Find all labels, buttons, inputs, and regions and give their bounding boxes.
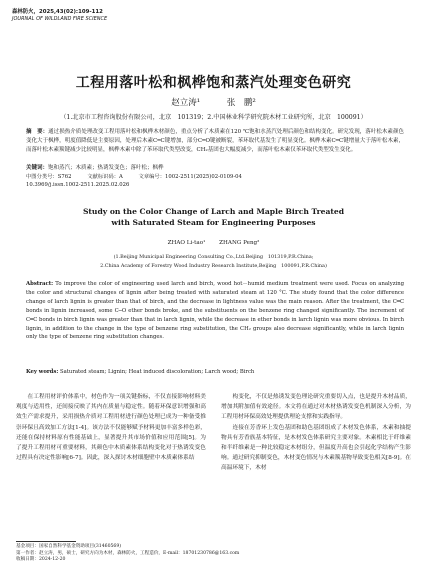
keywords-en-label: Key words: <box>26 369 59 375</box>
keywords-en-text: Saturated steam; Lignin; Heat induced discoloration; Larch wood; Birch <box>60 369 255 375</box>
title-cn: 工程用落叶松和枫桦饱和蒸汽处理变色研究 <box>75 75 352 91</box>
body-paragraph: 在工程用材评价体系中，材色作为一项关键指标，不仅直接影响材料美观度与适用性，还间接反映了其内在质量与稳定性。随着环保意识增强和高效生产需求提升，采用损热介质对工程用材进行颜色处理已成为一种备受推崇环保且高效加工方法[1-4]。该方法不仅能够赋予材料更加丰富多样色彩，还能在保持材料原有性能基础上，显著提升其市场价值和应用范围[5]。为了提升工程用材可重要材料，其颜色中木质素体系结构变化对于热诱发变色过程具有决定性影响[6-7]。因此，深入探讨木材细胞壁中木质素体系结 <box>16 394 206 462</box>
footnote-received: 收稿日期：2024-12-20 <box>16 557 66 563</box>
footnotes <box>16 544 411 564</box>
abstract-cn <box>26 128 404 155</box>
body-column-right <box>221 392 411 474</box>
body-column-left <box>16 392 206 463</box>
keywords-cn-text: 饱和蒸汽；木质素；热诱发变色；落叶松；枫桦 <box>48 165 164 171</box>
body-paragraph: 连接在芳香环上发色基团和助色基团组成了木材发色体系，木素和抽提物具有芳香族基本特征，是木材发色体系研究主要对象。木素相比于纤维素和半纤维素是一种比较稳定木材组分，但温度升高也会引起化学结构产生影响。通过研究抑制变色，木材变色情况与木素羰基物导致变色相关[8-9]。在高温环境下，木材 <box>221 424 411 472</box>
abstract-en-label: Abstract: <box>26 281 54 287</box>
article-number: 文章编号：1002-2511(2025)02-0109-04 <box>138 174 242 180</box>
keywords-cn <box>26 164 404 172</box>
doi: 10.3969/j.issn.1002-2511.2025.02.026 <box>26 182 130 188</box>
clc-number: 中图分类号：S762 <box>26 174 72 180</box>
author-cn-2: 张 鹏² <box>226 98 256 108</box>
footnote-divider <box>16 541 76 542</box>
classification-row <box>26 173 256 181</box>
authors-en <box>0 240 427 246</box>
footnote-funding: 基金项目：国家自然科学基金资助项目(31460569) <box>16 544 122 549</box>
title-en-line-1: Study on the Color Change of Larch and Maple Birch Treated <box>82 207 345 216</box>
affiliation-en-line-1: (1.Beijing Municipal Engineering Consulting Co.,Ltd.Beijing 101319,P.R.China; <box>113 254 314 260</box>
affiliation-cn: （1.北京市工程咨询股份有限公司，北京 101319；2.中国林业科学研究院木材工业研究所，北京 100091） <box>60 114 367 121</box>
document-code: 文献标识码：A <box>87 174 123 180</box>
abstract-en-text: To improve the color of engineering used larch and birch, wood hot－humid medium treatment were used. Focus on analyzing the color and structural changes of lignin after being treated with saturated steam at 120 °C. The study found that the color difference change of larch lignin is greater than that of birch, and the decrease in lightness value was the main reason. After the treatment, the C═C bonds in lignin increased, some C─O ether bonds broke, and the substituents on the benzene ring changed significantly. The increment of C═C bonds in birch lignin was greater than that in larch lignin, while the decrease in ether bonds in larch lignin was more obvious. In birch lignin, in addition to the change in the type of benzene ring substitution, the CH₂ groups also decrease significantly, while in larch lignin only the type of benzene ring substitution changes. <box>26 281 404 341</box>
abstract-cn-text: 通过损热介质处理改变工程用落叶松和枫桦木材颜色，重点分析了木质素在120 ℃饱和水蒸汽处理后颜色和结构变化。研究发现，落叶松木素颜色变化大于枫桦，明度值降低是主要原因，处理后木素C═C键增加，部分C═O键被断裂，苯环取代基发生了明显变化。枫桦木素C═C键增量大于落叶松木素，而落叶松木素羰键减少比较明显，枫桦木素中除了苯环取代类型改变，CH₂基团也大幅度减少，而落叶松木素仅苯环取代类型发生变化。 <box>26 129 404 153</box>
affiliation-en <box>0 253 427 271</box>
author-cn-1: 赵立涛¹ <box>171 98 201 108</box>
abstract-en <box>26 280 404 342</box>
author-en-2: ZHANG Peng² <box>219 240 260 246</box>
keywords-cn-label: 关键词： <box>26 165 49 171</box>
footnote-author: 第一作者：赵立涛，男，硕士，研究方向为木材，森林防火，工程造价，E-mail：18701230786@163.com <box>16 550 240 556</box>
journal-en-line: JOURNAL OF WILDLAND FIRE SCIENCE <box>12 16 108 22</box>
authors-cn <box>0 96 427 108</box>
body-paragraph: 构变化，不仅是热诱发变色理论研究重要切入点，也是提升木材品质，增加其附加值有效途径。本文将在通过对木材热诱发变色机制深入分析，为工程用材环保高效处理提供理论支撑和实践指导。 <box>221 394 411 421</box>
journal-header <box>12 9 107 23</box>
abstract-cn-label: 摘 要： <box>26 129 49 135</box>
author-en-1: ZHAO Li-tao¹ <box>167 240 206 246</box>
title-en <box>0 206 427 228</box>
journal-cn-line: 森林防火，2025,43(02):109-112 <box>12 9 103 15</box>
affiliation-en-line-2: 2.China Academy of Forestry Wood Industry Research Institute,Beijing 100091,P.R.China) <box>100 263 327 269</box>
title-en-line-2: with Saturated Steam for Engineering Purposes <box>111 218 316 227</box>
keywords-en <box>26 368 404 376</box>
